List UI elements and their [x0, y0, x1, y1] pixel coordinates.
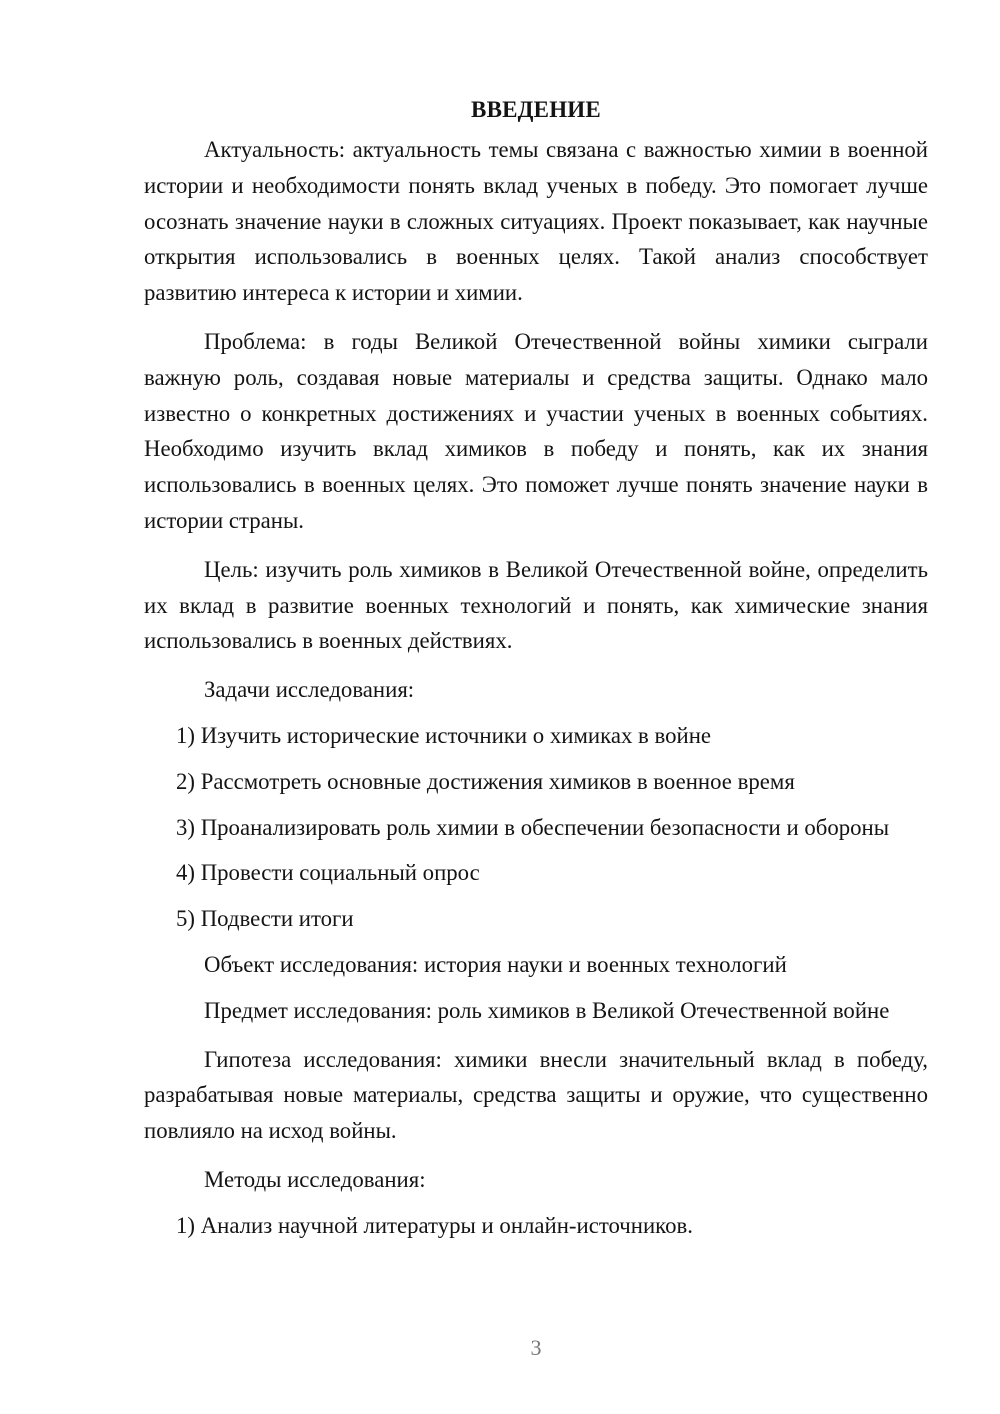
hypothesis-paragraph: Гипотеза исследования: химики внесли значительный вклад в победу, разрабатывая новые материалы, средства защиты и оружие, что существенно повлияло на исход войны. [144, 1046, 928, 1144]
page-number: 3 [530, 1335, 542, 1360]
task-item-5: 5) Подвести итоги [176, 906, 354, 932]
relevance-paragraph: Актуальность: актуальность темы связана с важностью химии в военной истории и необходимости понять вклад ученых в победу. Это помогает лучше осознать значение науки в сложных ситуациях. Проект показывает, как научные открытия использовались в военных целях. Такой анализ способствует развитию интереса к истории и химии. [144, 137, 928, 306]
task-item-1: 1) Изучить исторические источники о химиках в войне [176, 722, 712, 748]
page-body [144, 92, 928, 1254]
section-title: ВВЕДЕНИЕ [471, 97, 601, 122]
object-paragraph: Объект исследования: история науки и военных технологий [204, 951, 787, 977]
task-item-3: 3) Проанализировать роль химии в обеспечении безопасности и обороны [176, 814, 890, 840]
goal-paragraph: Цель: изучить роль химиков в Великой Отечественной войне, определить их вклад в развитие военных технологий и понять, как химические знания использовались в военных действиях. [144, 556, 928, 654]
tasks-heading: Задачи исследования: [204, 677, 415, 703]
task-item-4: 4) Провести социальный опрос [176, 860, 480, 886]
methods-heading: Методы исследования: [204, 1166, 426, 1192]
problem-paragraph: Проблема: в годы Великой Отечественной войны химики сыграли важную роль, создавая новые материалы и средства защиты. Однако мало известно о конкретных достижениях и участии ученых в военных событиях. Необходимо изучить вклад химиков в победу и понять, как их знания использовались в военных целях. Это поможет лучше понять значение науки в истории страны. [144, 328, 928, 533]
method-item-1: 1) Анализ научной литературы и онлайн-источников. [176, 1212, 693, 1238]
task-item-2: 2) Рассмотреть основные достижения химиков в военное время [176, 768, 795, 794]
subject-paragraph: Предмет исследования: роль химиков в Великой Отечественной войне [204, 997, 890, 1023]
